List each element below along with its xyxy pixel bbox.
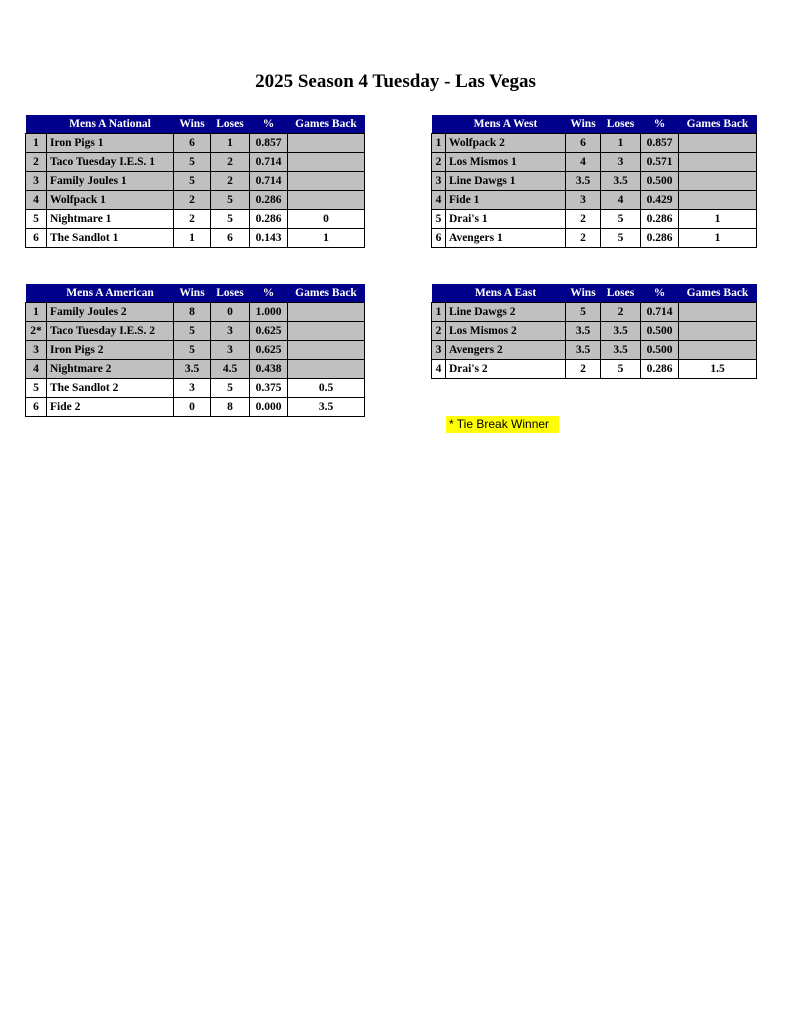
- rank: 6: [432, 229, 446, 248]
- games-back: [679, 172, 757, 191]
- pct-header: %: [641, 284, 679, 303]
- games-back: [679, 303, 757, 322]
- division-name: Mens A West: [446, 115, 566, 134]
- games-back: 1: [679, 229, 757, 248]
- games-back: [288, 134, 365, 153]
- loses: 3.5: [601, 322, 641, 341]
- rank: 3: [432, 341, 446, 360]
- pct: 0.000: [250, 398, 288, 417]
- loses: 4: [601, 191, 641, 210]
- pct: 0.438: [250, 360, 288, 379]
- wins: 2: [566, 360, 601, 379]
- rank: 6: [26, 229, 47, 248]
- team-name: Line Dawgs 1: [446, 172, 566, 191]
- loses-header: Loses: [601, 284, 641, 303]
- rank: 1: [432, 134, 446, 153]
- table-row: [432, 191, 757, 210]
- table-header-row: [432, 115, 757, 134]
- team-name: Taco Tuesday I.E.S. 1: [47, 153, 174, 172]
- rank: 5: [26, 210, 47, 229]
- games-back-header: Games Back: [679, 115, 757, 134]
- standings-table-american: [25, 284, 365, 417]
- table-row: [432, 210, 757, 229]
- wins: 2: [174, 210, 211, 229]
- loses-header: Loses: [601, 115, 641, 134]
- loses: 5: [211, 379, 250, 398]
- wins: 3.5: [566, 172, 601, 191]
- table-row: [26, 191, 365, 210]
- division-name: Mens A East: [446, 284, 566, 303]
- wins: 5: [174, 153, 211, 172]
- wins: 5: [174, 172, 211, 191]
- team-name: Los Mismos 1: [446, 153, 566, 172]
- rank: 1: [26, 134, 47, 153]
- loses: 3.5: [601, 341, 641, 360]
- rank: 5: [26, 379, 47, 398]
- loses: 3.5: [601, 172, 641, 191]
- rank: 1: [432, 303, 446, 322]
- rank: 2: [432, 153, 446, 172]
- table-row: [26, 229, 365, 248]
- standings-table-east: [431, 284, 757, 379]
- division-name: Mens A American: [47, 284, 174, 303]
- pct: 0.375: [250, 379, 288, 398]
- wins: 4: [566, 153, 601, 172]
- rank: 3: [432, 172, 446, 191]
- tie-break-note: * Tie Break Winner: [446, 416, 559, 433]
- table-row: [26, 153, 365, 172]
- team-name: Wolfpack 2: [446, 134, 566, 153]
- pct: 0.286: [641, 210, 679, 229]
- games-back: [288, 172, 365, 191]
- page-title: 2025 Season 4 Tuesday - Las Vegas: [255, 71, 536, 92]
- rank: 3: [26, 172, 47, 191]
- loses: 3: [601, 153, 641, 172]
- games-back: 1: [288, 229, 365, 248]
- pct-header: %: [250, 284, 288, 303]
- loses: 6: [211, 229, 250, 248]
- wins: 3.5: [566, 322, 601, 341]
- pct: 0.714: [250, 153, 288, 172]
- wins: 2: [174, 191, 211, 210]
- loses: 5: [601, 210, 641, 229]
- table-row: [432, 360, 757, 379]
- games-back: 0.5: [288, 379, 365, 398]
- games-back: 1: [679, 210, 757, 229]
- games-back: [288, 322, 365, 341]
- loses: 5: [211, 191, 250, 210]
- rank: 3: [26, 341, 47, 360]
- wins: 2: [566, 210, 601, 229]
- wins: 3: [174, 379, 211, 398]
- standings-table-west: [431, 115, 757, 248]
- wins: 3.5: [174, 360, 211, 379]
- rank: 4: [26, 191, 47, 210]
- games-back: [288, 360, 365, 379]
- table-row: [26, 303, 365, 322]
- team-name: Avengers 1: [446, 229, 566, 248]
- games-back: [679, 153, 757, 172]
- wins: 3: [566, 191, 601, 210]
- team-name: Drai's 2: [446, 360, 566, 379]
- rank: 4: [432, 191, 446, 210]
- games-back: [679, 341, 757, 360]
- pct: 0.286: [250, 210, 288, 229]
- table-row: [432, 341, 757, 360]
- team-name: Wolfpack 1: [47, 191, 174, 210]
- table-header-row: [432, 284, 757, 303]
- loses-header: Loses: [211, 115, 250, 134]
- rank: 4: [26, 360, 47, 379]
- rank: 2: [26, 153, 47, 172]
- loses: 2: [211, 153, 250, 172]
- table-row: [432, 153, 757, 172]
- table-row: [26, 134, 365, 153]
- pct: 1.000: [250, 303, 288, 322]
- standings-table-national: [25, 115, 365, 248]
- games-back: [679, 134, 757, 153]
- team-name: Fide 1: [446, 191, 566, 210]
- wins-header: Wins: [174, 115, 211, 134]
- rank: 6: [26, 398, 47, 417]
- table-row: [26, 379, 365, 398]
- pct: 0.571: [641, 153, 679, 172]
- team-name: The Sandlot 2: [47, 379, 174, 398]
- loses: 8: [211, 398, 250, 417]
- wins: 5: [174, 341, 211, 360]
- table-row: [26, 360, 365, 379]
- team-name: Drai's 1: [446, 210, 566, 229]
- pct: 0.500: [641, 341, 679, 360]
- wins: 1: [174, 229, 211, 248]
- pct: 0.500: [641, 322, 679, 341]
- loses: 1: [601, 134, 641, 153]
- wins-header: Wins: [174, 284, 211, 303]
- rank: 4: [432, 360, 446, 379]
- team-name: Nightmare 2: [47, 360, 174, 379]
- loses: 3: [211, 322, 250, 341]
- games-back: [288, 153, 365, 172]
- wins: 5: [174, 322, 211, 341]
- rank: 5: [432, 210, 446, 229]
- table-row: [432, 172, 757, 191]
- pct: 0.714: [641, 303, 679, 322]
- games-back: 1.5: [679, 360, 757, 379]
- loses: 4.5: [211, 360, 250, 379]
- rank: 2: [432, 322, 446, 341]
- team-name: The Sandlot 1: [47, 229, 174, 248]
- table-row: [26, 398, 365, 417]
- wins: 6: [566, 134, 601, 153]
- team-name: Family Joules 2: [47, 303, 174, 322]
- pct: 0.857: [250, 134, 288, 153]
- games-back: 3.5: [288, 398, 365, 417]
- team-name: Fide 2: [47, 398, 174, 417]
- wins: 2: [566, 229, 601, 248]
- games-back-header: Games Back: [288, 284, 365, 303]
- loses: 1: [211, 134, 250, 153]
- table-row: [432, 303, 757, 322]
- pct: 0.429: [641, 191, 679, 210]
- pct-header: %: [641, 115, 679, 134]
- games-back-header: Games Back: [679, 284, 757, 303]
- pct: 0.857: [641, 134, 679, 153]
- rank: 2*: [26, 322, 47, 341]
- pct: 0.714: [250, 172, 288, 191]
- table-row: [432, 322, 757, 341]
- wins: 8: [174, 303, 211, 322]
- wins: 6: [174, 134, 211, 153]
- pct: 0.625: [250, 322, 288, 341]
- team-name: Los Mismos 2: [446, 322, 566, 341]
- rank: 1: [26, 303, 47, 322]
- team-name: Line Dawgs 2: [446, 303, 566, 322]
- games-back: 0: [288, 210, 365, 229]
- team-name: Taco Tuesday I.E.S. 2: [47, 322, 174, 341]
- table-row: [432, 229, 757, 248]
- loses: 5: [601, 360, 641, 379]
- table-row: [432, 134, 757, 153]
- pct: 0.286: [641, 229, 679, 248]
- games-back: [679, 191, 757, 210]
- wins: 0: [174, 398, 211, 417]
- team-name: Iron Pigs 1: [47, 134, 174, 153]
- table-row: [26, 210, 365, 229]
- pct: 0.286: [250, 191, 288, 210]
- loses: 3: [211, 341, 250, 360]
- loses: 5: [211, 210, 250, 229]
- games-back: [288, 191, 365, 210]
- team-name: Nightmare 1: [47, 210, 174, 229]
- games-back: [288, 303, 365, 322]
- table-header-row: [26, 115, 365, 134]
- table-row: [26, 341, 365, 360]
- pct: 0.143: [250, 229, 288, 248]
- pct: 0.500: [641, 172, 679, 191]
- table-header-row: [26, 284, 365, 303]
- games-back: [679, 322, 757, 341]
- wins-header: Wins: [566, 115, 601, 134]
- wins: 3.5: [566, 341, 601, 360]
- loses: 5: [601, 229, 641, 248]
- wins-header: Wins: [566, 284, 601, 303]
- pct: 0.625: [250, 341, 288, 360]
- team-name: Iron Pigs 2: [47, 341, 174, 360]
- loses-header: Loses: [211, 284, 250, 303]
- games-back-header: Games Back: [288, 115, 365, 134]
- table-row: [26, 322, 365, 341]
- division-name: Mens A National: [47, 115, 174, 134]
- loses: 0: [211, 303, 250, 322]
- team-name: Avengers 2: [446, 341, 566, 360]
- loses: 2: [601, 303, 641, 322]
- wins: 5: [566, 303, 601, 322]
- pct-header: %: [250, 115, 288, 134]
- games-back: [288, 341, 365, 360]
- table-row: [26, 172, 365, 191]
- loses: 2: [211, 172, 250, 191]
- pct: 0.286: [641, 360, 679, 379]
- team-name: Family Joules 1: [47, 172, 174, 191]
